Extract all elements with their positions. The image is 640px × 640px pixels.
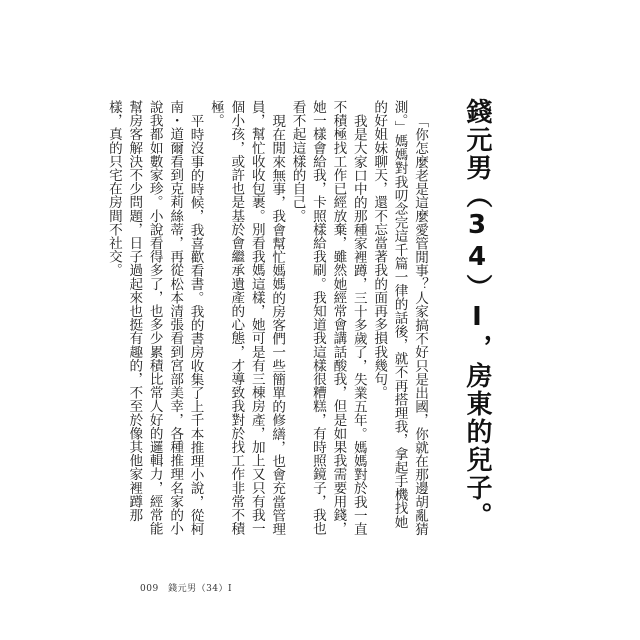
paragraph-3: 現在閒來無事，我會幫忙媽媽的房客們一些簡單的修繕，也會充當管理員，幫忙收收包裹。別看我媽這樣，她可是有三棟房產，加上又只有我一個小孩，或許也是基於會繼承遺產的心態，才導致我對於找工作非常不積極。 — [207, 100, 286, 536]
paragraph-1: 「你怎麼老是這麼愛管閒事？人家搞不好只是出國，你就在那邊胡亂猜測。」媽媽對我叨念完這千篇一律的話後，就不再搭理我，拿起手機找她的好姐妹聊天，還不忘當著我的面再多損我幾句。 — [371, 100, 428, 536]
page-footer — [140, 581, 232, 594]
paragraph-2: 我是大家口中的那種家裡蹲，三十多歲了，失業五年。媽媽對於我一直不積極找工作已經放棄，雖然她經常會講話酸我，但是如果我需要用錢，她一樣會給我，卡照樣給我刷。我知道我這樣很糟糕，有時照鏡子，我也看不起這樣的自己。 — [289, 100, 367, 536]
running-title: 錢元男（34）Ⅰ — [168, 584, 233, 594]
page-number: 009 — [140, 584, 159, 594]
body-text — [104, 100, 431, 540]
paragraph-4: 平時沒事的時候，我喜歡看書。我的書房收集了上千本推理小說，從柯南・道爾看到克莉絲蒂，再從松本清張看到宮部美幸，各種推理名家的小說我都如數家珍。小說看得多了，也多少累積比常人好的邏輯力，經常能幫房客解決不少問題，日子過起來也挺有趣的，不至於像其他家裡蹲那樣，真的只宅在房間不社交。 — [105, 100, 204, 536]
chapter-title: 錢元男（34）Ⅰ，房東的兒子。 — [462, 98, 492, 530]
